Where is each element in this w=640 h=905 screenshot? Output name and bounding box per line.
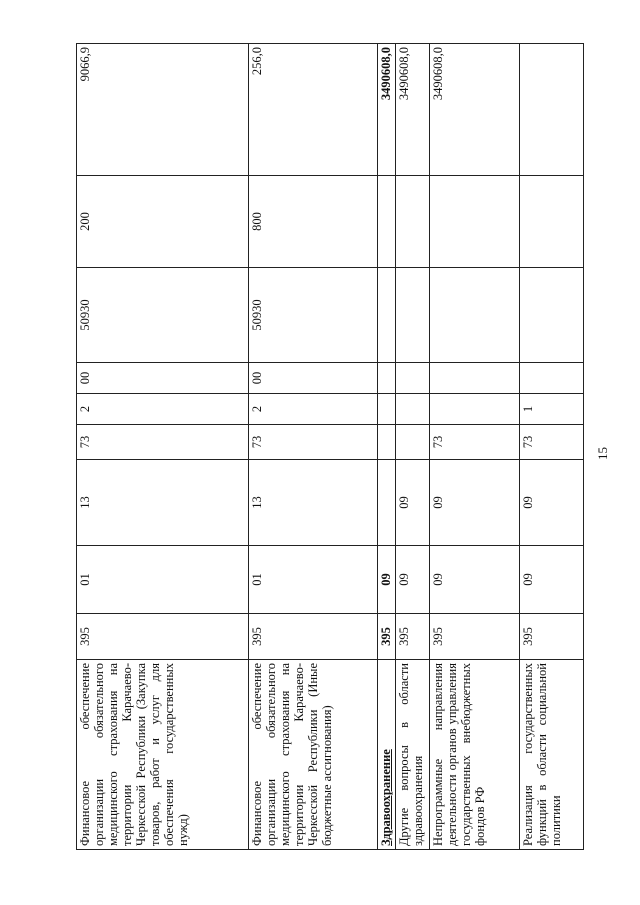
cell-sum: 9066,9: [77, 44, 249, 176]
cell-csr-program: [396, 425, 430, 460]
cell-csr-program: [378, 425, 396, 460]
cell-rz: 09: [378, 546, 396, 614]
cell-csr-event: [396, 363, 430, 394]
table-row: [430, 44, 520, 850]
cell-grbs: 395: [378, 614, 396, 660]
cell-csr-subprogram: 2: [77, 394, 249, 425]
cell-csr-subprogram: 2: [249, 394, 378, 425]
table-row: [77, 44, 249, 850]
cell-vr: [396, 176, 430, 268]
cell-csr-direction: [378, 268, 396, 363]
cell-grbs: 395: [520, 614, 584, 660]
cell-csr-direction: [430, 268, 520, 363]
cell-grbs: 395: [430, 614, 520, 660]
cell-csr-program: 73: [520, 425, 584, 460]
cell-csr-event: 00: [249, 363, 378, 394]
table-row: [520, 44, 584, 850]
page-number: 15: [595, 447, 610, 460]
cell-pr: 09: [396, 460, 430, 546]
cell-csr-event: 00: [77, 363, 249, 394]
cell-rz: 01: [249, 546, 378, 614]
cell-name: Финансовое обеспечение организации обязательного медицинского страхования на территории Карачаево-Черкесской Республики (Закупка товаров, работ и услуг для обеспечения государственных нужд): [77, 660, 249, 850]
cell-rz: 01: [77, 546, 249, 614]
cell-vr: [520, 176, 584, 268]
cell-vr: 200: [77, 176, 249, 268]
cell-name: Финансовое обеспечение организации обязательного медицинского страхования на территории Карачаево-Черкесской Республики (Иные бюджетные ассигнования): [249, 660, 378, 850]
cell-sum: [520, 44, 584, 176]
cell-csr-subprogram: 1: [520, 394, 584, 425]
cell-csr-direction: 50930: [249, 268, 378, 363]
table-row: [249, 44, 378, 850]
cell-sum: 3490608,0: [396, 44, 430, 176]
cell-rz: 09: [396, 546, 430, 614]
cell-csr-event: [520, 363, 584, 394]
cell-pr: 09: [520, 460, 584, 546]
cell-sum: 256,0: [249, 44, 378, 176]
cell-vr: [430, 176, 520, 268]
cell-pr: 13: [77, 460, 249, 546]
cell-csr-direction: [520, 268, 584, 363]
cell-csr-direction: [396, 268, 430, 363]
cell-sum: 3490608,0: [430, 44, 520, 176]
cell-sum: 3490608,0: [378, 44, 396, 176]
cell-pr: [378, 460, 396, 546]
table-row: [396, 44, 430, 850]
budget-table: [76, 43, 584, 850]
cell-name: Здравоохранение: [378, 660, 396, 850]
table-row: [378, 44, 396, 850]
cell-csr-subprogram: [378, 394, 396, 425]
cell-csr-program: 73: [249, 425, 378, 460]
cell-pr: 09: [430, 460, 520, 546]
cell-csr-event: [378, 363, 396, 394]
cell-rz: 09: [430, 546, 520, 614]
cell-grbs: 395: [249, 614, 378, 660]
cell-csr-event: [430, 363, 520, 394]
cell-rz: 09: [520, 546, 584, 614]
cell-vr: 800: [249, 176, 378, 268]
cell-csr-subprogram: [430, 394, 520, 425]
cell-csr-subprogram: [396, 394, 430, 425]
cell-csr-program: 73: [77, 425, 249, 460]
cell-name: Реализация государственных функций в области социальной политики: [520, 660, 584, 850]
cell-csr-direction: 50930: [77, 268, 249, 363]
cell-grbs: 395: [396, 614, 430, 660]
cell-vr: [378, 176, 396, 268]
cell-name: Непрограммные направления деятельности органов управления государственных внебюджетных фондов РФ: [430, 660, 520, 850]
cell-csr-program: 73: [430, 425, 520, 460]
cell-pr: 13: [249, 460, 378, 546]
cell-grbs: 395: [77, 614, 249, 660]
cell-name: Другие вопросы в области здравоохранения: [396, 660, 430, 850]
